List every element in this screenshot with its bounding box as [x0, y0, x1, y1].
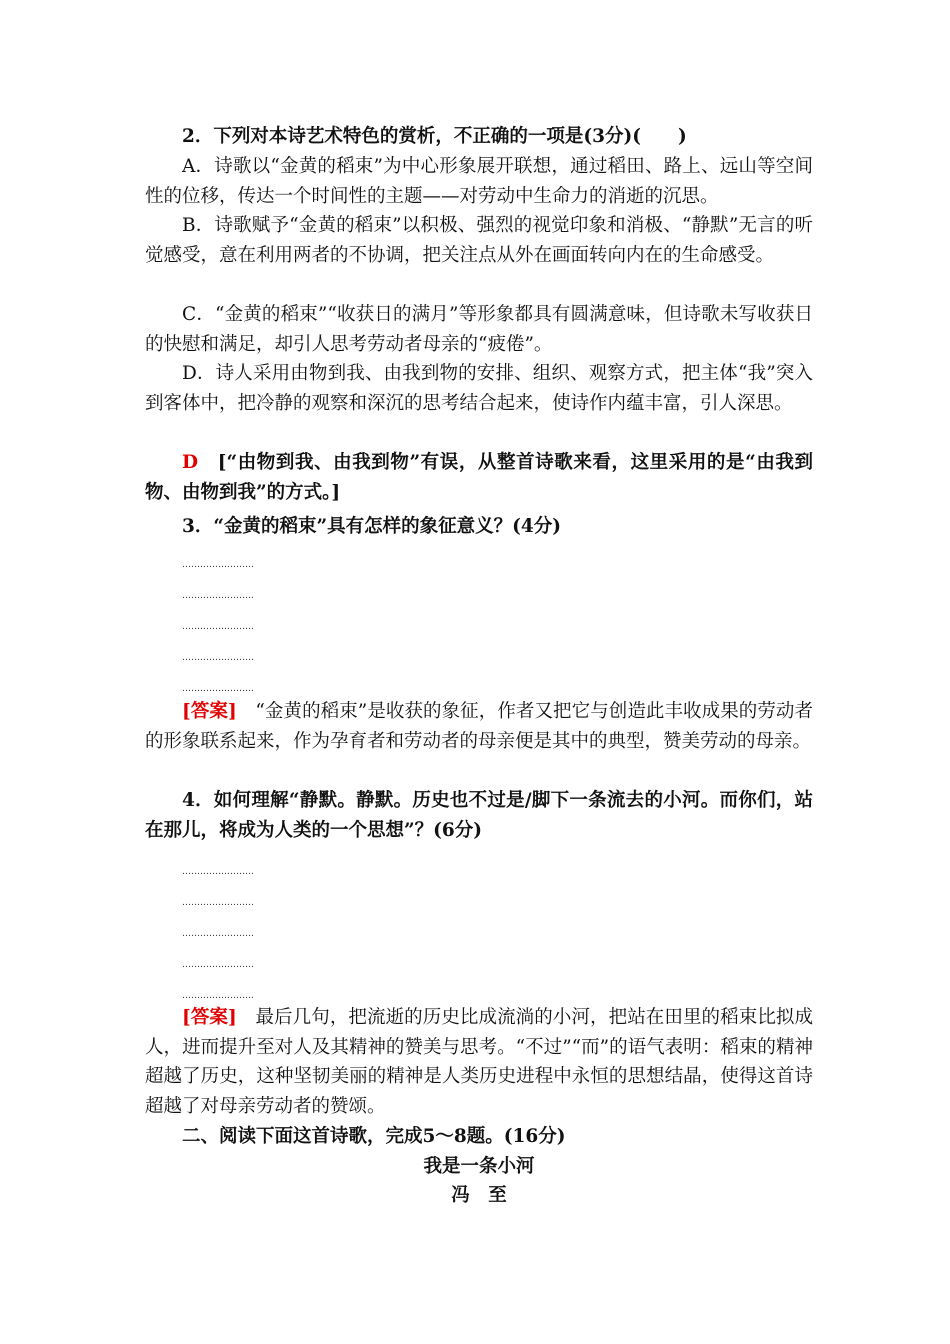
- answer-text: “金黄的稻束”是收获的象征，作者又把它与创造此丰收成果的劳动者的形象联系起来，作为孕育者和劳动者的母亲便是其中的典型，赞美劳动的母亲。: [145, 701, 813, 752]
- question-2-option-d: D．诗人采用由物到我、由我到物的安排、组织、观察方式，把主体“我”突入到客体中，把冷静的观察和深沉的思考结合起来，使诗作内蕴丰富，引人深思。: [145, 363, 813, 414]
- question-2-option-b: B．诗歌赋予“金黄的稻束”以积极、强烈的视觉印象和消极、“静默”无言的听觉感受，意在利用两者的不协调，把关注点从外在画面转向内在的生命感受。: [145, 215, 813, 266]
- poem-title: 我是一条小河: [423, 1156, 535, 1177]
- answer-label: [答案]: [182, 701, 237, 722]
- answer-line: ……………………: [182, 898, 254, 908]
- answer-explanation: [“由物到我、由我到物”有误，从整首诗歌来看，这里采用的是“由我到物、由物到我”的方式。]: [145, 452, 813, 503]
- answer-line: ……………………: [182, 684, 254, 694]
- question-2-stem: 2．下列对本诗艺术特色的赏析，不正确的一项是(3分)( ): [182, 126, 687, 147]
- answer-line: ……………………: [182, 591, 254, 601]
- question-4-stem: 4．如何理解“静默。静默。历史也不过是/脚下一条流去的小河。而你们，站在那儿，将成为人类的一个思想”？(6分): [145, 790, 813, 841]
- question-3-answer: [145, 697, 813, 756]
- answer-line: ……………………: [182, 929, 254, 939]
- question-2-answer: [145, 448, 813, 507]
- question-2-option-a: A．诗歌以“金黄的稻束”为中心形象展开联想，通过稻田、路上、远山等空间性的位移，传达一个时间性的主题——对劳动中生命力的消逝的沉思。: [145, 156, 813, 207]
- answer-line: ……………………: [182, 622, 254, 632]
- answer-label: [答案]: [182, 1007, 237, 1028]
- question-2-option-c: C．“金黄的稻束”“收获日的满月”等形象都具有圆满意味，但诗歌未写收获日的快慰和满足，却引人思考劳动者母亲的“疲倦”。: [145, 304, 813, 355]
- answer-line: ……………………: [182, 867, 254, 877]
- answer-text: 最后几句，把流逝的历史比成流淌的小河，把站在田里的稻束比拟成人，进而提升至对人及其精神的赞美与思考。“不过”“而”的语气表明：稻束的精神超越了历史，这种坚韧美丽的精神是人类历史进程中永恒的思想结晶，使得这首诗超越了对母亲劳动者的赞颂。: [145, 1007, 813, 1117]
- poem-author: 冯 至: [451, 1185, 507, 1206]
- answer-line: ……………………: [182, 560, 254, 570]
- answer-line: ……………………: [182, 653, 254, 663]
- question-3-stem: 3．“金黄的稻束”具有怎样的象征意义？(4分): [182, 516, 562, 537]
- question-4-answer: [145, 1003, 813, 1121]
- answer-line: ……………………: [182, 991, 254, 1001]
- section-2-heading: 二、阅读下面这首诗歌，完成5～8题。(16分): [182, 1126, 566, 1147]
- answer-line: ……………………: [182, 960, 254, 970]
- answer-letter: D: [182, 452, 199, 473]
